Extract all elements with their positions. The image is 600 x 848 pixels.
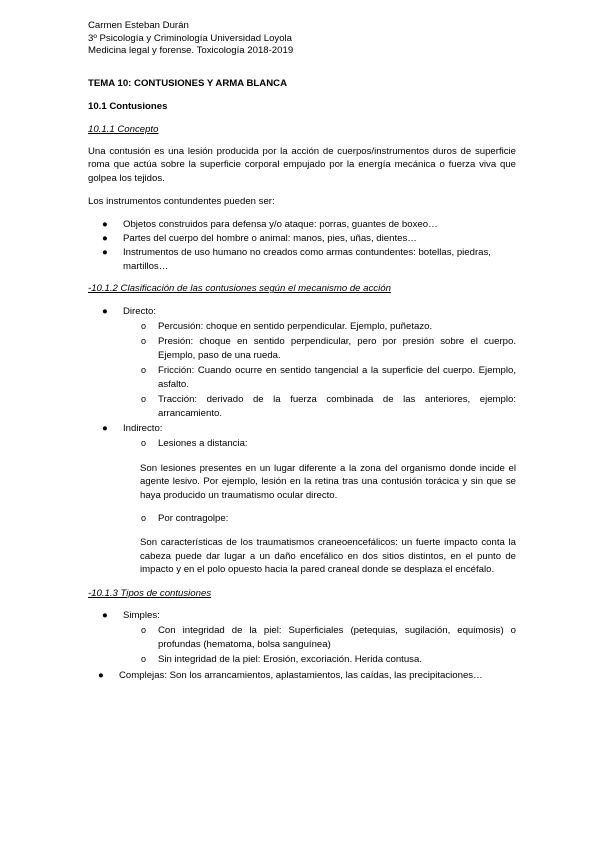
instrumentos-intro: Los instrumentos contundentes pueden ser: [88, 196, 275, 208]
clasificacion-heading: -10.1.2 Clasificación de las contusiones según el mecanismo de acción [88, 283, 391, 295]
bullet-icon: ● [102, 218, 108, 230]
list-item: ● Partes del cuerpo del hombre o animal: manos, pies, uñas, dientes… [102, 233, 417, 245]
circle-bullet-icon: o [141, 654, 147, 665]
list-item [88, 609, 516, 667]
circle-bullet-icon: o [141, 625, 147, 636]
list-item [88, 669, 516, 682]
list-item: o Lesiones a distancia: [141, 438, 248, 450]
bullet-icon: ● [102, 233, 108, 245]
indirecto-sublist [123, 437, 516, 450]
tema-title: TEMA 10: CONTUSIONES Y ARMA BLANCA [88, 77, 287, 89]
indirecto-label: Indirecto: [123, 422, 163, 434]
list-item: o Fricción: Cuando ocurre en sentido tangencial a la superficie del cuerpo. Ejemplo, asfalto. [141, 365, 516, 390]
list-item: o Con integridad de la piel: Superficiales (petequias, sugilación, equimosis) o profundas (hematoma, bolsa sanguínea) [141, 625, 516, 650]
list-item: o Tracción: derivado de la fuerza combinada de las anteriores, ejemplo: arrancamiento. [141, 394, 516, 419]
directo-label: Directo: [123, 305, 157, 317]
header-subject: Medicina legal y forense. Toxicología 2018-2019 [88, 45, 294, 57]
list-item: o Por contragolpe: [141, 512, 229, 524]
header-course: 3º Psicología y Criminología Universidad Loyola [88, 32, 293, 44]
list-item: o Sin integridad de la piel: Erosión, excoriación. Herida contusa. [141, 654, 422, 666]
list-item: ● Objetos construidos para defensa y/o ataque: porras, guantes de boxeo… [102, 218, 438, 230]
document-body [88, 20, 516, 683]
instrumentos-list [88, 218, 516, 274]
tipos-list [88, 609, 516, 682]
contragolpe-sublist [123, 512, 516, 525]
bullet-icon: ● [102, 422, 108, 434]
list-item: o Percusión: choque en sentido perpendicular. Ejemplo, puñetazo. [141, 321, 433, 333]
bullet-icon: ● [102, 609, 108, 621]
list-item [88, 422, 516, 577]
complejas-text: Complejas: Son los arrancamientos, aplastamientos, las caídas, las precipitaciones… [119, 669, 483, 681]
list-item: o Presión: choque en sentido perpendicular, pero por presión sobre el cuerpo. Ejemplo, paso de una rueda. [141, 336, 516, 361]
contragolpe-paragraph: Son características de los traumatismos craneoencefálicos: un fuerte impacto conta la cabeza puede dar lugar a un daño encefálico en dos sitios distintos, en el punto de impacto y en el polo opuesto hacia la pared craneal donde se desplaza el encéfalo. [140, 537, 516, 576]
distancia-paragraph: Son lesiones presentes en un lugar diferente a la zona del organismo donde incide el agente lesivo. Por ejemplo, lesión en la retina tras una contusión torácica y sin que se haya producido un traumatismo ocular directo. [140, 462, 516, 501]
circle-bullet-icon: o [141, 394, 147, 405]
header-author: Carmen Esteban Durán [88, 20, 189, 31]
list-item [88, 305, 516, 420]
section-title: 10.1 Contusiones [88, 101, 168, 113]
circle-bullet-icon: o [141, 512, 147, 523]
simples-sublist [123, 624, 516, 666]
concepto-heading: 10.1.1 Concepto [88, 123, 159, 135]
list-item: ● Instrumentos de uso humano no creados como armas contundentes: botellas, piedras, martillos… [102, 247, 491, 272]
simples-label: Simples: [123, 609, 160, 621]
bullet-icon: ● [102, 305, 108, 317]
circle-bullet-icon: o [141, 336, 147, 347]
directo-sublist [123, 320, 516, 420]
clasificacion-list [88, 305, 516, 577]
circle-bullet-icon: o [141, 321, 147, 332]
bullet-icon: ● [98, 669, 104, 681]
circle-bullet-icon: o [141, 365, 147, 376]
bullet-icon: ● [102, 247, 108, 259]
concepto-paragraph: Una contusión es una lesión producida por la acción de cuerpos/instrumentos duros de superficie roma que actúa sobre la superficie corporal empujado por la energía mecánica o fuerza viva que golpea los tejidos. [88, 146, 516, 184]
circle-bullet-icon: o [141, 438, 147, 449]
tipos-heading: -10.1.3 Tipos de contusiones [88, 587, 212, 599]
